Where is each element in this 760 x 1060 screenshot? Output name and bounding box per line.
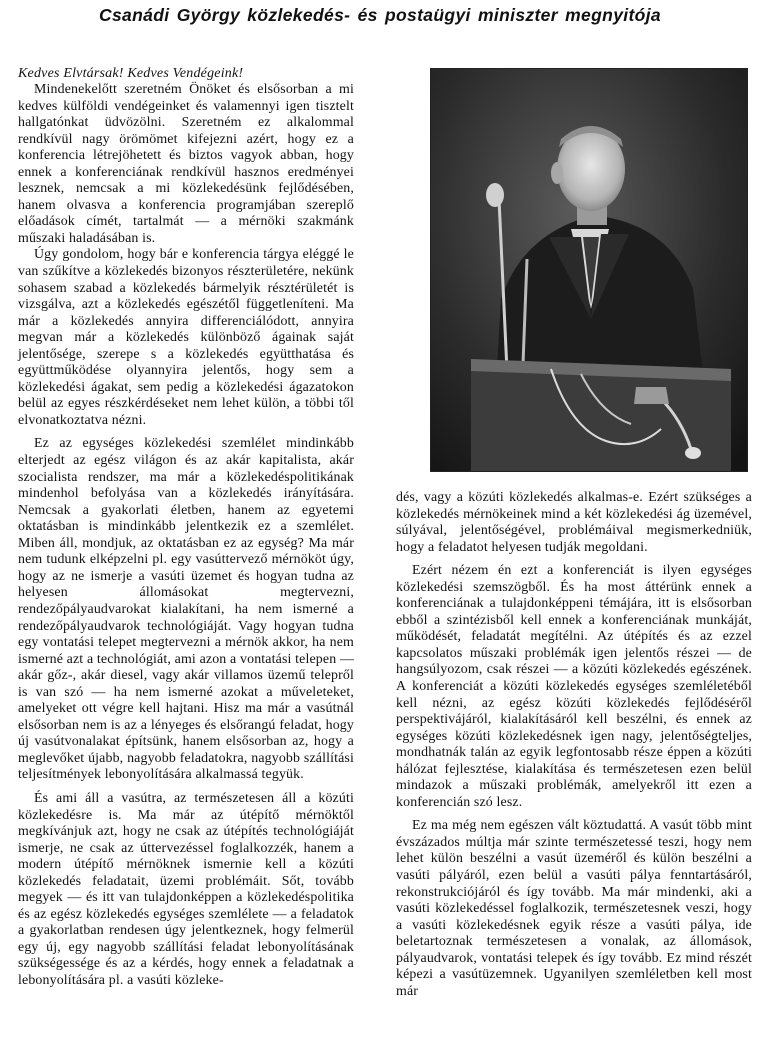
- speaker-photo: [430, 68, 748, 472]
- left-column: [18, 82, 354, 990]
- paragraph: Ez az egységes közlekedési szemlélet mindinkább elterjedt az egész világon és az akár kapitalista, akár szocialista rendszer, ma már a közlekedéspolitikának mindenhol befolyása van a közlekedés irányítására. Nemcsak a gyakorlati életben, hanem az egyetemi oktatásban is mindinkább jelentkezik ez a szemlélet. Miben áll, mondjuk, az oktatásban ez az egység? Ma már nem tudunk elképzelni pl. egy vasúttervező mérnököt úgy, hogy az ne ismerje a vasúti üzemet és hogyan tudna az helyesen állomásokat megtervezni, rendezőpályaudvarokat kialakítani, ha nem ismerné a rendezőpályaudvarok technológiáját. Vagy hogyan tudna egy vontatási telepet megtervezni a mérnök akkor, ha nem ismerné azt a technológiát, ami azon a vontatási telepen — akár gőz-, akár diesel, vagy akár villamos üzemű telepről is van szó — ha nem ismerné azokat a műveleteket, amelyeket ott végre kell hajtani. Hisz ma már a vasútnál elsősorban nem is az a lényeges és elsőrangú feladat, hogy új vasútvonalakat építsünk, hanem elsősorban az, hogy a meglevőket újabb, nagyobb feladatokra, nagyobb szállítási teljesítmények lebonyolítására alkalmassá tegyük.: [18, 436, 354, 783]
- paragraph: Mindenekelőtt szeretném Önöket és elsősorban a mi kedves külföldi vendégeinket és valamennyi igen tisztelt hallgatónkat üdvözölni. Szeretném ez alkalommal rendkívül nagy örömömet kifejezni azért, hogy ez a konferencia létrejöhetett és biztos vagyok abban, hogy ennek a konferenciának rendkívül hasznos eredményei lesznek, nemcsak a mi közlekedésünk fejlődésében, hanem olvasva a konferencia programjában szereplő előadások címét, tartalmát — a mérnöki szakmánk műszaki haladásában is.: [18, 82, 354, 246]
- paragraph: dés, vagy a közúti közlekedés alkalmas-e. Ezért szükséges a közlekedés mérnökeinek mind a két közlekedési ág üzemével, súlyával, jelentőségével, problémáival megismerkedniük, hogy a feladatot helyesen tudják megoldani.: [396, 490, 752, 555]
- greeting: Kedves Elvtársak! Kedves Vendégeink!: [18, 66, 244, 81]
- right-column: [396, 490, 752, 1000]
- paragraph: Úgy gondolom, hogy bár e konferencia tárgya eléggé le van szűkítve a közlekedés bizonyos részterületére, nekünk sohasem szabad a közlekedés bármelyik résztérületét is vizsgálva, azt a közlekedés egészétől függetleníteni. Ma már a közlekedés annyira differenciálódott, annyira megvan már a közlekedés különböző ágainak saját jelentősége, szerepe s a közlekedés együtthatása és együttműködése olyannyira jelentős, hogy sem a közlekedési ágakat, sem pedig a közlekedési ágazatokon belül az egyes részkérdéseket nem lehet külön, a többi től elvonatkoztatva nézni.: [18, 247, 354, 428]
- article-title: Csanádi György közlekedés- és postaügyi miniszter megnyitója: [98, 5, 662, 25]
- paragraph: Ezért nézem én ezt a konferenciát is ilyen egységes közlekedési szemszögből. És ha most áttérünk ennek a konferenciának a tulajdonképpeni témájára, itt is elsősorban ebből a szintézisből kell ennek a konferenciának munkáját, működését, feladatát megítélni. Az útépítés és az ezzel kapcsolatos műszaki problémák igen jelentős részei — de hangsúlyozom, csak részei — a közúti közlekedés egészének. A konferenciát a közúti közlekedés egységes szemléletéből kell nézni, az egész közúti közlekedés fejlődéséről perspektivájáról, kialakításáról kell beszélni, és ennek az egységes közúti közlekedésnek igen nagy, jelentőségteljes, mondhatnák talán az egyik legfontosabb része éppen a közúti hálózat fejlesztése, kialakítása és természetesen ezen belül mindazok a műszaki problémák, amelyekről itt ezen a konferencián szó lesz.: [396, 563, 752, 810]
- speaker-photo-image: [431, 69, 748, 472]
- paragraph: Ez ma még nem egészen vált köztudattá. A vasút több mint évszázados múltja már szinte természetessé teszi, hogy nem lehet külön beszélni a vasút üzeméről és külön beszélni a vasúti pályáról, ezen belül a vasúti pálya fenntartásáról, rekonstrukciójáról és így tovább. Ma már mindenki, aki a vasúti közlekedéssel foglalkozik, természetesnek veszi, hogy a vasúti közlekedésnek egyik része a vasúti pálya, ide beletartoznak természetesen a vonalak, az állomások, pályaudvarok, vontatási telepek és így tovább. Ez mind részét képezi a vasútüzemnek. Ugyanilyen szemléletben kell most már: [396, 818, 752, 999]
- paragraph: És ami áll a vasútra, az természetesen áll a közúti közlekedésre is. Ma már az útépítő mérnöktől megkívánjuk azt, hogy ne csak az útépítés technológiáját ismerje, ne csak az úttervezéssel foglalkozzék, hanem a modern útépítő mérnöknek ismernie kell a közúti közlekedés feladatait, üzemi problémáit. Sőt, tovább megyek — és itt van tulajdonképpen a közlekedéspolitika és az egész közlekedés egységes szemlélete — a feladatok a gyakorlatban rendesen úgy jelentkeznek, hogy felmerül egy új, egy nagyobb szállítási feladat lebonyolításának szükségessége és az a kérdés, hogy ennek a feladatnak a lebonyolítására pl. a vasúti közleke-: [18, 790, 354, 988]
